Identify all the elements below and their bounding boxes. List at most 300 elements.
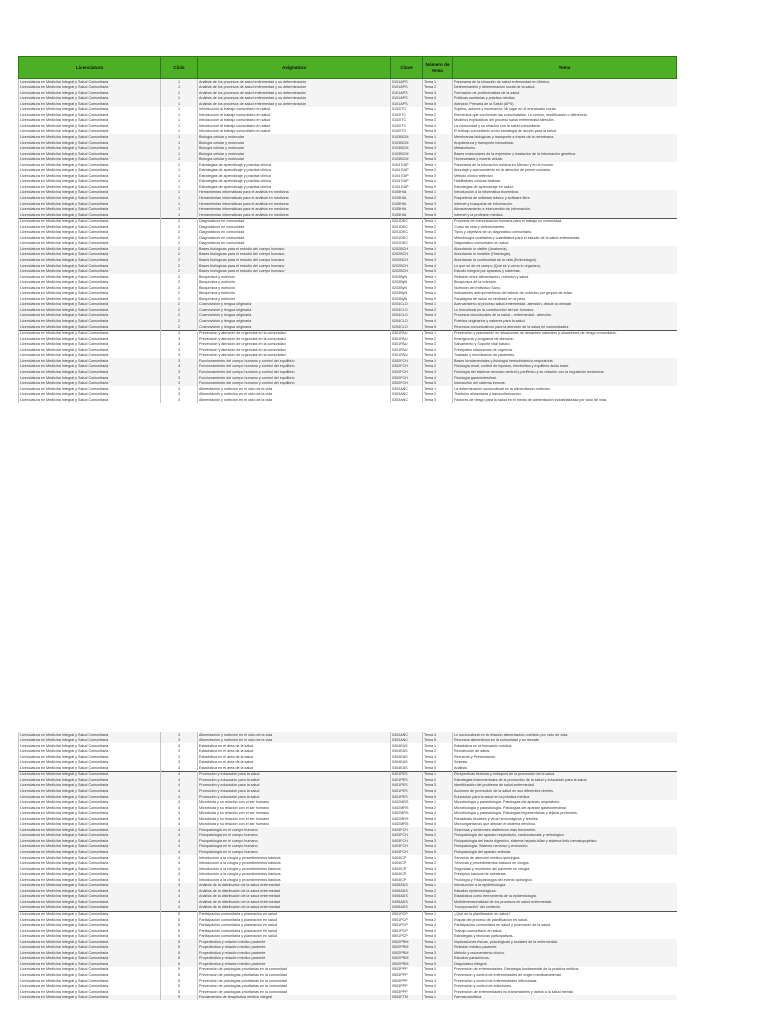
cell-asignatura: Participación comunitaria y planeación en salud xyxy=(198,923,391,929)
cell-asignatura: Bases biológicas para el estudio del cuerpo humano xyxy=(198,263,391,269)
cell-tema: Fisiología renal, control de líquidos, electrolitos y equilibrio ácido base. xyxy=(453,364,677,370)
cell-ciclo: 3 xyxy=(161,353,198,359)
cell-numero-tema: Tema 3 xyxy=(423,838,453,844)
cell-ciclo: 3 xyxy=(161,732,198,738)
cell-tema: Fisiología y Fisiopatología del evento quirúrgico. xyxy=(453,877,677,883)
cell-clave: 0401PES xyxy=(391,783,423,789)
cell-numero-tema: Tema 1 xyxy=(423,967,453,973)
cell-tema: Servicios de atención médico-quirúrgica. xyxy=(453,855,677,861)
cell-tema: Estrategias instrumentales de la promoción de la salud y educación para la salud. xyxy=(453,777,677,783)
cell-tema: Arquitectura y transporte intracelular. xyxy=(453,140,677,146)
cell-numero-tema: Tema 4 xyxy=(423,872,453,878)
cell-licenciatura: Licenciatura en Medicina Integral y Salud Comunitaria xyxy=(19,822,161,828)
cell-ciclo: 4 xyxy=(161,777,198,783)
cell-numero-tema: Tema 3 xyxy=(423,866,453,872)
cell-tema: Multidimensionalidad de los procesos de salud enfermedad. xyxy=(453,899,677,905)
cell-asignatura: Prevención y atención de urgencias en la comunidad xyxy=(198,330,391,336)
cell-ciclo: 1 xyxy=(161,129,198,135)
cell-clave: 0302FCH xyxy=(391,375,423,381)
cell-ciclo: 1 xyxy=(161,190,198,196)
cell-licenciatura: Licenciatura en Medicina Integral y Salud Comunitaria xyxy=(19,844,161,850)
cell-asignatura: Estadística en el área de la salud xyxy=(198,743,391,749)
cell-ciclo: 5 xyxy=(161,956,198,962)
cell-licenciatura: Licenciatura en Medicina Integral y Salud Comunitaria xyxy=(19,945,161,951)
cell-licenciatura: Licenciatura en Medicina Integral y Salud Comunitaria xyxy=(19,263,161,269)
header-numero-de-tema: Número de tema xyxy=(423,57,453,79)
cell-ciclo: 3 xyxy=(161,386,198,392)
cell-ciclo: 2 xyxy=(161,218,198,224)
cell-licenciatura: Licenciatura en Medicina Integral y Salud Comunitaria xyxy=(19,956,161,962)
cell-licenciatura: Licenciatura en Medicina Integral y Salud Comunitaria xyxy=(19,258,161,264)
cell-tema: Indicadores antropométricos del estado de nutrición por grupos de edad. xyxy=(453,291,677,297)
cell-numero-tema: Tema 5 xyxy=(423,934,453,940)
cell-clave: 0201DEC xyxy=(391,218,423,224)
cell-tema: Estrategias de aprendizaje en salud. xyxy=(453,184,677,190)
cell-ciclo: 1 xyxy=(161,179,198,185)
cell-ciclo: 3 xyxy=(161,760,198,766)
cell-asignatura: Bases biológicas para el estudio del cuerpo humano xyxy=(198,258,391,264)
cell-numero-tema: Tema 3 xyxy=(423,783,453,789)
cell-numero-tema: Tema 1 xyxy=(423,190,453,196)
cell-clave: 0303ANC xyxy=(391,397,423,403)
cell-asignatura: Estrategias de aprendizaje y práctica clínica xyxy=(198,168,391,174)
cell-clave: 0402MRS xyxy=(391,811,423,817)
cell-ciclo: 5 xyxy=(161,928,198,934)
cell-ciclo: 5 xyxy=(161,950,198,956)
cell-tema: Relación médico-paciente. xyxy=(453,945,677,951)
cell-numero-tema: Tema 4 xyxy=(423,347,453,353)
cell-clave: 0103BCM xyxy=(391,146,423,152)
cell-tema: Tradición alimentaria y transculturización. xyxy=(453,392,677,398)
cell-numero-tema: Tema 4 xyxy=(423,984,453,990)
cell-tema: Sujetos, actores y escenarios: Mi lugar en el entramado social. xyxy=(453,107,677,113)
cell-asignatura: Bases biológicas para el estudio del cuerpo humano xyxy=(198,252,391,258)
cell-tema: Estudios epidemiológicos. xyxy=(453,888,677,894)
cell-licenciatura: Licenciatura en Medicina Integral y Salud Comunitaria xyxy=(19,235,161,241)
cell-licenciatura: Licenciatura en Medicina Integral y Salud Comunitaria xyxy=(19,743,161,749)
cell-ciclo: 2 xyxy=(161,291,198,297)
cell-clave: 0301PAU xyxy=(391,342,423,348)
cell-numero-tema: Tema 2 xyxy=(423,195,453,201)
cell-ciclo: 5 xyxy=(161,978,198,984)
cell-tema: Paradigma de salud no centrado en el peso. xyxy=(453,296,677,302)
cell-clave: 0103BCM xyxy=(391,134,423,140)
cell-tema: Tipos y objetivos de un diagnóstico comunitario. xyxy=(453,230,677,236)
cell-tema: Pueblos originarios y saberes para la salud. xyxy=(453,319,677,325)
cell-clave: 0304EAS xyxy=(391,760,423,766)
cell-asignatura: Introducción a la cirugía y procedimientos básicos xyxy=(198,872,391,878)
cell-licenciatura: Licenciatura en Medicina Integral y Salud Comunitaria xyxy=(19,230,161,236)
cell-asignatura: Participación comunitaria y planeación en salud xyxy=(198,928,391,934)
cell-tema: Síntesis. xyxy=(453,760,677,766)
cell-ciclo: 2 xyxy=(161,296,198,302)
cell-licenciatura: Licenciatura en Medicina Integral y Salud Comunitaria xyxy=(19,392,161,398)
cell-licenciatura: Licenciatura en Medicina Integral y Salud Comunitaria xyxy=(19,296,161,302)
cell-licenciatura: Licenciatura en Medicina Integral y Salud Comunitaria xyxy=(19,917,161,923)
cell-clave: 0105HIA xyxy=(391,190,423,196)
cell-asignatura: Introducción a la cirugía y procedimientos básicos xyxy=(198,877,391,883)
cell-asignatura: Biología celular y molecular xyxy=(198,140,391,146)
cell-licenciatura: Licenciatura en Medicina Integral y Salud Comunitaria xyxy=(19,872,161,878)
cell-licenciatura: Licenciatura en Medicina Integral y Salud Comunitaria xyxy=(19,984,161,990)
cell-clave: 0204CLO xyxy=(391,307,423,313)
cell-licenciatura: Licenciatura en Medicina Integral y Salud Comunitaria xyxy=(19,269,161,275)
cell-asignatura: Prevención y atención de urgencias en la comunidad xyxy=(198,342,391,348)
cell-numero-tema: Tema 3 xyxy=(423,754,453,760)
cell-ciclo: 4 xyxy=(161,833,198,839)
cell-clave: 0201DEC xyxy=(391,235,423,241)
cell-licenciatura: Licenciatura en Medicina Integral y Salud Comunitaria xyxy=(19,134,161,140)
cell-tema: Fisiopatología del aparato respiratorio, cardiovascular y nefrológico. xyxy=(453,833,677,839)
cell-asignatura: Promoción y educación para la salud xyxy=(198,794,391,800)
cell-asignatura: Fisiopatología en el cuerpo humano xyxy=(198,838,391,844)
cell-asignatura: Introducción al trabajo comunitario en salud xyxy=(198,123,391,129)
cell-clave: 0104 EAP xyxy=(391,162,423,168)
cell-tema: Abordando lo visible (Anatomía). xyxy=(453,246,677,252)
cell-numero-tema: Tema 3 xyxy=(423,90,453,96)
cell-ciclo: 1 xyxy=(161,140,198,146)
cell-tema: Participación comunitaria en salud y promoción de la salud. xyxy=(453,923,677,929)
cell-clave: 0304EAS xyxy=(391,765,423,771)
courses-table-bottom xyxy=(18,732,677,1000)
cell-clave: 0501PCP xyxy=(391,911,423,917)
cell-ciclo: 2 xyxy=(161,280,198,286)
cell-ciclo: 3 xyxy=(161,765,198,771)
cell-tema: Fisiología gastrointestinal. xyxy=(453,375,677,381)
cell-tema: Panorama de la educación médica en México y en el mundo. xyxy=(453,162,677,168)
cell-numero-tema: Tema 2 xyxy=(423,280,453,286)
cell-ciclo: 1 xyxy=(161,157,198,163)
cell-clave: 0101APS xyxy=(391,79,423,85)
cell-asignatura: Participación comunitaria y planeación en salud xyxy=(198,934,391,940)
cell-numero-tema: Tema 5 xyxy=(423,765,453,771)
cell-numero-tema: Tema 3 xyxy=(423,369,453,375)
cell-licenciatura: Licenciatura en Medicina Integral y Salud Comunitaria xyxy=(19,280,161,286)
cell-asignatura: Participación comunitaria y planeación en salud xyxy=(198,911,391,917)
cell-tema: Microbiología y parasitología. Patologías del aparato respiratorio. xyxy=(453,800,677,806)
cell-licenciatura: Licenciatura en Medicina Integral y Salud Comunitaria xyxy=(19,877,161,883)
cell-ciclo: 2 xyxy=(161,224,198,230)
cell-tema: Procesos bioculturales de la salud – enfermedad - atención. xyxy=(453,313,677,319)
cell-clave: 0402MRS xyxy=(391,822,423,828)
cell-licenciatura: Licenciatura en Medicina Integral y Salud Comunitaria xyxy=(19,905,161,911)
cell-asignatura: Microbiota y su relación con el ser humano xyxy=(198,816,391,822)
cell-tema: Bases fundamentales y fisiología hemodinámico-respiratoria. xyxy=(453,358,677,364)
cell-numero-tema: Tema 2 xyxy=(423,861,453,867)
cell-ciclo: 2 xyxy=(161,241,198,247)
cell-asignatura: Bioquímica y nutrición xyxy=(198,285,391,291)
header-licenciatura: Licenciatura xyxy=(19,57,161,79)
cell-clave: 0201DEC xyxy=(391,230,423,236)
cell-licenciatura: Licenciatura en Medicina Integral y Salud Comunitaria xyxy=(19,816,161,822)
cell-ciclo: 4 xyxy=(161,899,198,905)
cell-licenciatura: Licenciatura en Medicina Integral y Salud Comunitaria xyxy=(19,241,161,247)
cell-asignatura: Alimentación y nutrición en el ciclo de la vida xyxy=(198,392,391,398)
cell-asignatura: Propedéutica y relación médico paciente xyxy=(198,939,391,945)
cell-numero-tema: Tema 1 xyxy=(423,995,453,1001)
cell-numero-tema: Tema 2 xyxy=(423,945,453,951)
cell-tema: Método y razonamiento clínico. xyxy=(453,950,677,956)
cell-licenciatura: Licenciatura en Medicina Integral y Salud Comunitaria xyxy=(19,386,161,392)
cell-tema: Prevención de enfermedades no transmisibles y daños a la salud mental. xyxy=(453,989,677,995)
cell-licenciatura: Licenciatura en Medicina Integral y Salud Comunitaria xyxy=(19,85,161,91)
cell-ciclo: 5 xyxy=(161,961,198,967)
cell-asignatura: Diagnósticos en comunidad xyxy=(198,241,391,247)
cell-clave: 0304EAS xyxy=(391,749,423,755)
cell-ciclo: 1 xyxy=(161,79,198,85)
cell-clave: 0103BCM xyxy=(391,157,423,163)
cell-tema: Elementos que conforman las comunidades. Lo común, modificación o diferencia. xyxy=(453,112,677,118)
cell-licenciatura: Licenciatura en Medicina Integral y Salud Comunitaria xyxy=(19,146,161,152)
cell-licenciatura: Licenciatura en Medicina Integral y Salud Comunitaria xyxy=(19,888,161,894)
cell-numero-tema: Tema 5 xyxy=(423,822,453,828)
cell-numero-tema: Tema 5 xyxy=(423,157,453,163)
cell-asignatura: Estrategias de aprendizaje y práctica clínica xyxy=(198,184,391,190)
cell-licenciatura: Licenciatura en Medicina Integral y Salud Comunitaria xyxy=(19,973,161,979)
cell-clave: 0304EAS xyxy=(391,743,423,749)
cell-ciclo: 3 xyxy=(161,392,198,398)
cell-ciclo: 3 xyxy=(161,358,198,364)
cell-tema: Principios básicos de anestesia. xyxy=(453,872,677,878)
cell-licenciatura: Licenciatura en Medicina Integral y Salud Comunitaria xyxy=(19,738,161,744)
cell-numero-tema: Tema 5 xyxy=(423,129,453,135)
cell-licenciatura: Licenciatura en Medicina Integral y Salud Comunitaria xyxy=(19,79,161,85)
cell-clave: 0502PRM xyxy=(391,939,423,945)
cell-numero-tema: Tema 2 xyxy=(423,917,453,923)
cell-numero-tema: Tema 4 xyxy=(423,844,453,850)
cell-tema: Interacción del sistema inmune. xyxy=(453,381,677,387)
cell-ciclo: 1 xyxy=(161,90,198,96)
cell-tema: Atención Primaria de la Salud (APS). xyxy=(453,101,677,107)
cell-clave: 0503PPP xyxy=(391,989,423,995)
cell-licenciatura: Licenciatura en Medicina Integral y Salud Comunitaria xyxy=(19,989,161,995)
cell-clave: 0103BCM xyxy=(391,140,423,146)
cell-tema: Nutrición del Individuo Sano. xyxy=(453,285,677,291)
cell-licenciatura: Licenciatura en Medicina Integral y Salud Comunitaria xyxy=(19,928,161,934)
cell-numero-tema: Tema 3 xyxy=(423,118,453,124)
cell-numero-tema: Tema 1 xyxy=(423,274,453,280)
cell-asignatura: Bioquímica y nutrición xyxy=(198,274,391,280)
cell-clave: 0504FTM xyxy=(391,995,423,1001)
cell-clave: 0303ANC xyxy=(391,732,423,738)
cell-clave: 0203ByN xyxy=(391,274,423,280)
cell-licenciatura: Licenciatura en Medicina Integral y Salud Comunitaria xyxy=(19,173,161,179)
cell-ciclo: 2 xyxy=(161,258,198,264)
cell-ciclo: 4 xyxy=(161,855,198,861)
cell-asignatura: Análisis de la distribución de la salud enfermedad xyxy=(198,899,391,905)
cell-tema: Abordando lo invisible (Histología). xyxy=(453,252,677,258)
cell-clave: 0101APS xyxy=(391,96,423,102)
cell-clave: 0301PAU xyxy=(391,330,423,336)
cell-clave: 0405ADS xyxy=(391,905,423,911)
cell-tema: Membranas biológicas y transporte a través de la membrana. xyxy=(453,134,677,140)
cell-licenciatura: Licenciatura en Medicina Integral y Salud Comunitaria xyxy=(19,923,161,929)
cell-asignatura: Biología celular y molecular xyxy=(198,134,391,140)
cell-licenciatura: Licenciatura en Medicina Integral y Salud Comunitaria xyxy=(19,336,161,342)
cell-clave: 0401PES xyxy=(391,777,423,783)
cell-asignatura: Cosmovisión y lengua originaria xyxy=(198,319,391,325)
cell-licenciatura: Licenciatura en Medicina Integral y Salud Comunitaria xyxy=(19,794,161,800)
cell-licenciatura: Licenciatura en Medicina Integral y Salud Comunitaria xyxy=(19,788,161,794)
cell-tema: Traslado y movilización de pacientes. xyxy=(453,353,677,359)
cell-clave: 0501PCP xyxy=(391,923,423,929)
cell-clave: 0402MRS xyxy=(391,800,423,806)
cell-tema: Internet y la profesión médica. xyxy=(453,212,677,218)
cell-ciclo: 1 xyxy=(161,201,198,207)
cell-asignatura: Fisiopatología en el cuerpo humano xyxy=(198,844,391,850)
cell-asignatura: Estadística en el área de la salud xyxy=(198,754,391,760)
cell-numero-tema: Tema 4 xyxy=(423,732,453,738)
cell-clave: 0502PRM xyxy=(391,961,423,967)
cell-asignatura: Funcionamiento del cuerpo humano y control del equilibrio xyxy=(198,381,391,387)
cell-asignatura: Participación comunitaria y planeación en salud xyxy=(198,917,391,923)
cell-numero-tema: Tema 5 xyxy=(423,794,453,800)
cell-ciclo: 4 xyxy=(161,811,198,817)
cell-licenciatura: Licenciatura en Medicina Integral y Salud Comunitaria xyxy=(19,397,161,403)
cell-asignatura: Diagnósticos en comunidad xyxy=(198,235,391,241)
cell-licenciatura: Licenciatura en Medicina Integral y Salud Comunitaria xyxy=(19,849,161,855)
cell-licenciatura: Licenciatura en Medicina Integral y Salud Comunitaria xyxy=(19,827,161,833)
cell-clave: 0403FCH xyxy=(391,844,423,850)
cell-licenciatura: Licenciatura en Medicina Integral y Salud Comunitaria xyxy=(19,347,161,353)
cell-numero-tema: Tema 1 xyxy=(423,79,453,85)
cell-numero-tema: Tema 4 xyxy=(423,96,453,102)
cell-clave: 0302FCH xyxy=(391,381,423,387)
cell-numero-tema: Tema 3 xyxy=(423,397,453,403)
cell-numero-tema: Tema 2 xyxy=(423,252,453,258)
cell-asignatura: Introducción a la cirugía y procedimientos básicos xyxy=(198,866,391,872)
cell-numero-tema: Tema 1 xyxy=(423,218,453,224)
cell-tema: Lo que sé de mi cuerpo (Qué sé y cómo lo organizo). xyxy=(453,263,677,269)
cell-asignatura: Propedéutica y relación médico paciente xyxy=(198,956,391,962)
cell-tema: La comunidad y su relación con la salud comunitaria. xyxy=(453,123,677,129)
cell-tema: Panorama de la situación de salud enfermedad en México. xyxy=(453,79,677,85)
cell-numero-tema: Tema 1 xyxy=(423,771,453,777)
cell-ciclo: 3 xyxy=(161,336,198,342)
cell-ciclo: 1 xyxy=(161,112,198,118)
cell-ciclo: 4 xyxy=(161,822,198,828)
cell-tema: Recolección de datos. xyxy=(453,749,677,755)
cell-numero-tema: Tema 1 xyxy=(423,743,453,749)
cell-clave: 0204CLO xyxy=(391,313,423,319)
cell-asignatura: Introducción al trabajo comunitario en salud xyxy=(198,118,391,124)
cell-clave: 0202BCH xyxy=(391,246,423,252)
cell-numero-tema: Tema 4 xyxy=(423,151,453,157)
cell-ciclo: 1 xyxy=(161,101,198,107)
cell-numero-tema: Tema 2 xyxy=(423,336,453,342)
cell-tema: Prevención y control de enfermedades infecciosas. xyxy=(453,978,677,984)
cell-numero-tema: Tema 5 xyxy=(423,381,453,387)
cell-licenciatura: Licenciatura en Medicina Integral y Salud Comunitaria xyxy=(19,811,161,817)
cell-ciclo: 1 xyxy=(161,96,198,102)
cell-asignatura: Bioquímica y nutrición xyxy=(198,280,391,286)
cell-tema: Metodología cualitativa y cuantitativa para el estudio de la salud-enfermedad. xyxy=(453,235,677,241)
cell-numero-tema: Tema 3 xyxy=(423,811,453,817)
cell-asignatura: Funcionamiento del cuerpo humano y control del equilibrio xyxy=(198,369,391,375)
cell-asignatura: Cosmovisión y lengua originaria xyxy=(198,324,391,330)
cell-ciclo: 1 xyxy=(161,184,198,190)
cell-numero-tema: Tema 3 xyxy=(423,978,453,984)
cell-asignatura: Análisis de la distribución de la salud enfermedad xyxy=(198,883,391,889)
cell-tema: Relación entre alimentación, nutrición y salud. xyxy=(453,274,677,280)
cell-numero-tema: Tema 5 xyxy=(423,212,453,218)
cell-clave: 0102ITC xyxy=(391,123,423,129)
cell-ciclo: 5 xyxy=(161,989,198,995)
cell-clave: 0404ICP xyxy=(391,872,423,878)
cell-asignatura: Fisiopatología en el cuerpo humano xyxy=(198,827,391,833)
cell-ciclo: 3 xyxy=(161,738,198,744)
cell-clave: 0503PPP xyxy=(391,973,423,979)
cell-asignatura: Introducción a la cirugía y procedimientos básicos xyxy=(198,855,391,861)
cell-licenciatura: Licenciatura en Medicina Integral y Salud Comunitaria xyxy=(19,894,161,900)
cell-licenciatura: Licenciatura en Medicina Integral y Salud Comunitaria xyxy=(19,319,161,325)
cell-licenciatura: Licenciatura en Medicina Integral y Salud Comunitaria xyxy=(19,353,161,359)
cell-asignatura: Cosmovisión y lengua originaria xyxy=(198,313,391,319)
cell-licenciatura: Licenciatura en Medicina Integral y Salud Comunitaria xyxy=(19,342,161,348)
cell-licenciatura: Licenciatura en Medicina Integral y Salud Comunitaria xyxy=(19,168,161,174)
cell-ciclo: 2 xyxy=(161,235,198,241)
cell-clave: 0104 EAP xyxy=(391,168,423,174)
cell-tema: Fisiopatología. Sistema nervioso y endocrino. xyxy=(453,844,677,850)
cell-tema: Principales situaciones de urgencia. xyxy=(453,347,677,353)
cell-licenciatura: Licenciatura en Medicina Integral y Salud Comunitaria xyxy=(19,939,161,945)
cell-licenciatura: Licenciatura en Medicina Integral y Salud Comunitaria xyxy=(19,899,161,905)
cell-numero-tema: Tema 1 xyxy=(423,939,453,945)
cell-clave: 0201DEC xyxy=(391,241,423,247)
cell-licenciatura: Licenciatura en Medicina Integral y Salud Comunitaria xyxy=(19,358,161,364)
cell-ciclo: 2 xyxy=(161,230,198,236)
cell-tema: Homeostasis y muerte celular. xyxy=(453,157,677,163)
cell-tema: Prevención y planeación en situaciones de desastres naturales y situaciones de riesgo comunitario. xyxy=(453,330,677,336)
cell-ciclo: 1 xyxy=(161,123,198,129)
cell-numero-tema: Tema 5 xyxy=(423,296,453,302)
header-tema: Tema xyxy=(453,57,677,79)
cell-licenciatura: Licenciatura en Medicina Integral y Salud Comunitaria xyxy=(19,179,161,185)
cell-licenciatura: Licenciatura en Medicina Integral y Salud Comunitaria xyxy=(19,838,161,844)
cell-numero-tema: Tema 1 xyxy=(423,134,453,140)
cell-clave: 0202BCH xyxy=(391,258,423,264)
cell-numero-tema: Tema 5 xyxy=(423,877,453,883)
cell-numero-tema: Tema 2 xyxy=(423,224,453,230)
cell-asignatura: Propedéutica y relación médico paciente xyxy=(198,950,391,956)
cell-asignatura: Prevención de patologías prioritarias en la comunidad xyxy=(198,978,391,984)
cell-tema: Diagnóstico comunitario en salud. xyxy=(453,241,677,247)
cell-tema: ¿Qué es la planificación en salud? xyxy=(453,911,677,917)
cell-asignatura: Biología celular y molecular xyxy=(198,151,391,157)
cell-clave: 0501PCP xyxy=(391,917,423,923)
cell-licenciatura: Licenciatura en Medicina Integral y Salud Comunitaria xyxy=(19,90,161,96)
cell-clave: 0503PPP xyxy=(391,984,423,990)
cell-clave: 0105HIA xyxy=(391,212,423,218)
cell-asignatura: Funcionamiento del cuerpo humano y control del equilibrio xyxy=(198,364,391,370)
cell-clave: 0303ANC xyxy=(391,386,423,392)
cell-tema: Fisiopatología del tracto digestivo, sistema hepato-biliar y sistema linfo-hematopoyético. xyxy=(453,838,677,844)
cell-ciclo: 4 xyxy=(161,866,198,872)
cell-asignatura: Prevención de patologías prioritarias en la comunidad xyxy=(198,989,391,995)
cell-asignatura: Análisis de los procesos de salud enfermedad y su determinación xyxy=(198,79,391,85)
cell-licenciatura: Licenciatura en Medicina Integral y Salud Comunitaria xyxy=(19,207,161,213)
cell-licenciatura: Licenciatura en Medicina Integral y Salud Comunitaria xyxy=(19,218,161,224)
cell-numero-tema: Tema 3 xyxy=(423,342,453,348)
cell-clave: 0101APS xyxy=(391,90,423,96)
table-body-top xyxy=(19,79,677,403)
cell-asignatura: Análisis de la distribución de la salud enfermedad xyxy=(198,894,391,900)
cell-licenciatura: Licenciatura en Medicina Integral y Salud Comunitaria xyxy=(19,190,161,196)
cell-numero-tema: Tema 1 xyxy=(423,246,453,252)
cell-licenciatura: Licenciatura en Medicina Integral y Salud Comunitaria xyxy=(19,101,161,107)
cell-ciclo: 4 xyxy=(161,894,198,900)
cell-licenciatura: Licenciatura en Medicina Integral y Salud Comunitaria xyxy=(19,123,161,129)
